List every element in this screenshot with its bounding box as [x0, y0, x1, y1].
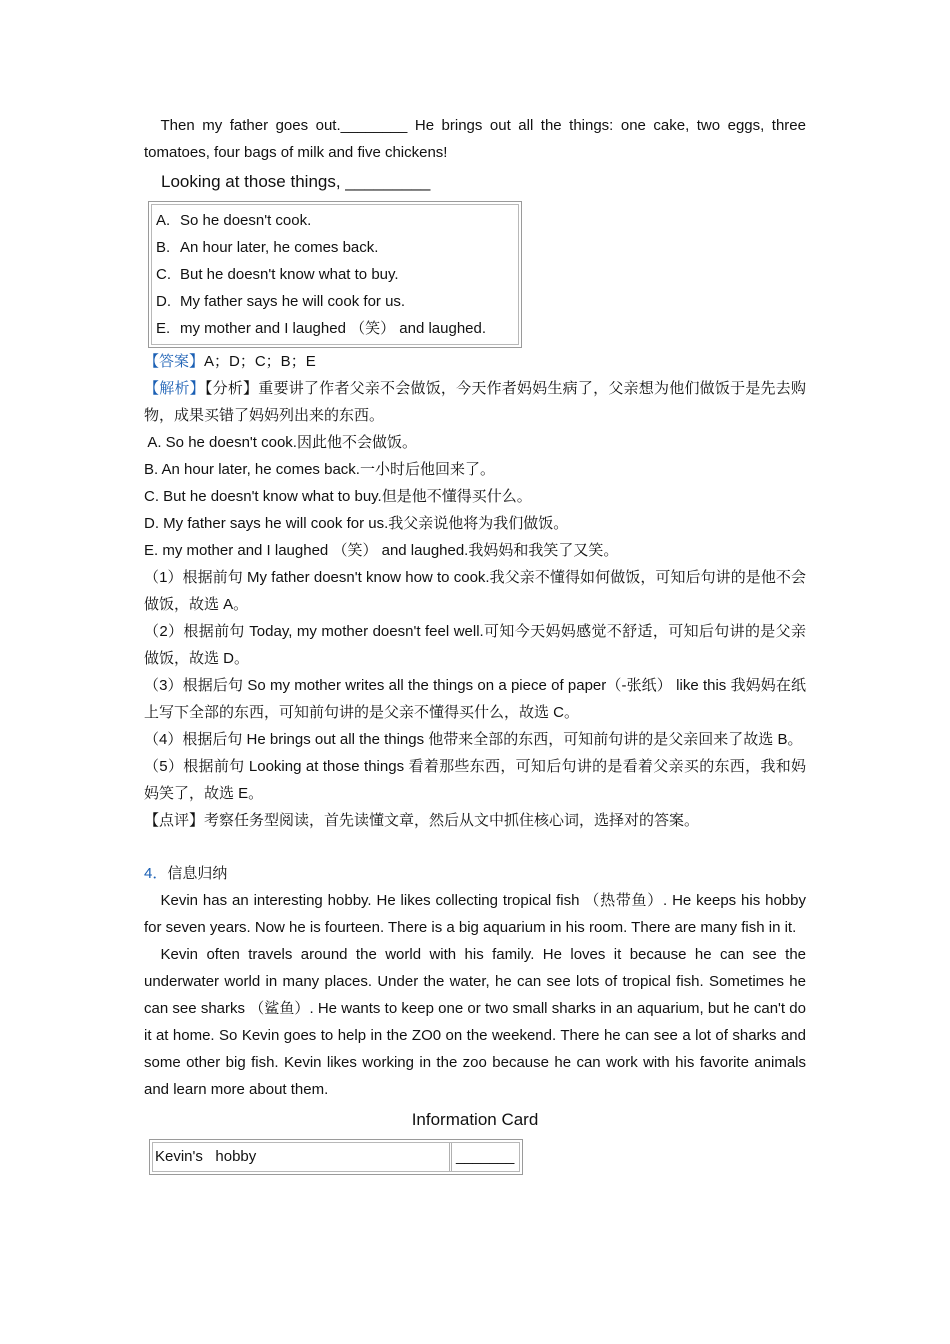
- section-4-heading: [144, 860, 806, 887]
- analysis-intro: 【解析】【分析】重要讲了作者父亲不会做饭，今天作者妈妈生病了，父亲想为他们做饭于是先去购物，成果买错了妈妈列出来的东西。: [144, 380, 806, 424]
- reason-1: （1）根据前句 My father doesn't know how to cook.我父亲不懂得如何做饭，可知后句讲的是他不会做饭，故选 A。: [144, 569, 806, 613]
- reason-2: （2）根据前句 Today, my mother doesn't feel well.可知今天妈妈感觉不舒适，可知后句讲的是父亲做饭，故选 D。: [144, 623, 806, 667]
- document-page: [144, 112, 806, 1175]
- answer-tag: 【答案】: [144, 353, 205, 370]
- answer-text: A；D；C；B；E: [204, 353, 316, 370]
- hobby-answer-blank[interactable]: _______: [456, 1148, 515, 1165]
- reason-3: （3）根据后句 So my mother writes all the things on a piece of paper（-张纸） like this 我妈妈在纸上写下全部的东西，可知前句讲的是父亲不懂得买什么，故选 C。: [144, 677, 806, 721]
- translation-d: D. My father says he will cook for us.我父亲说他将为我们做饭。: [144, 515, 569, 532]
- option-a: A. So he doesn't cook.: [156, 212, 312, 229]
- option-b: B. An hour later, he comes back.: [156, 239, 379, 256]
- table-row: [152, 1142, 520, 1172]
- reason-5: （5）根据前句 Looking at those things 看着那些东西，可知后句讲的是看着父亲买的东西，我和妈妈笑了，故选 E。: [144, 758, 806, 802]
- analysis-tag: 【解析】: [144, 380, 205, 397]
- information-card-title: Information Card: [411, 1110, 539, 1129]
- translation-c: C. But he doesn't know what to buy.但是他不懂得买什么。: [144, 488, 532, 505]
- section-title: 信息归纳: [167, 865, 228, 882]
- option-d: D. My father says he will cook for us.: [156, 293, 406, 310]
- kevin-paragraph-1: Kevin has an interesting hobby. He likes collecting tropical fish （热带鱼）. He keeps his hobby for seven years. Now he is fourteen. There is a big aquarium in his room. There are many fish in it.: [144, 892, 806, 936]
- comment-line: 【点评】考察任务型阅读，首先读懂文章，然后从文中抓住核心词，选择对的答案。: [144, 812, 700, 829]
- passage-sentence: Then my father goes out.________ He brings out all the things: one cake, two eggs, three tomatoes, four bags of milk and five chickens!: [144, 117, 806, 161]
- translation-a: A. So he doesn't cook.因此他不会做饭。: [144, 434, 417, 451]
- section-number: 4．: [144, 865, 168, 882]
- section-gap: [144, 834, 806, 860]
- translation-b: B. An hour later, he comes back.一小时后他回来了。: [144, 461, 495, 478]
- answer-line: [144, 348, 806, 375]
- option-e: E. my mother and I laughed （笑） and laughed.: [156, 320, 487, 337]
- hobby-label-cell: Kevin's hobby: [153, 1143, 452, 1171]
- options-box: [148, 201, 522, 348]
- reason-4: （4）根据后句 He brings out all the things 他带来全部的东西，可知前句讲的是父亲回来了故选 B。: [144, 731, 803, 748]
- information-card-table: [149, 1139, 523, 1175]
- translation-e: E. my mother and I laughed （笑） and laughed.我妈妈和我笑了又笑。: [144, 542, 619, 559]
- kevin-paragraph-2: Kevin often travels around the world with his family. He loves it because he can see the underwater world in many places. Under the water, he can see lots of tropical fish. Sometimes he can see sharks （鲨鱼）. He wants to keep one or two small sharks in an aquarium, but he can't do it at home. So Kevin goes to help in the ZO0 on the weekend. There he can see a lot of sharks and some other big fish. Kevin likes working in the zoo because he can work with his favorite animals and learn more about them.: [144, 946, 806, 1098]
- passage-last-line: Looking at those things, _________: [161, 172, 431, 191]
- option-c: C. But he doesn't know what to buy.: [156, 266, 399, 283]
